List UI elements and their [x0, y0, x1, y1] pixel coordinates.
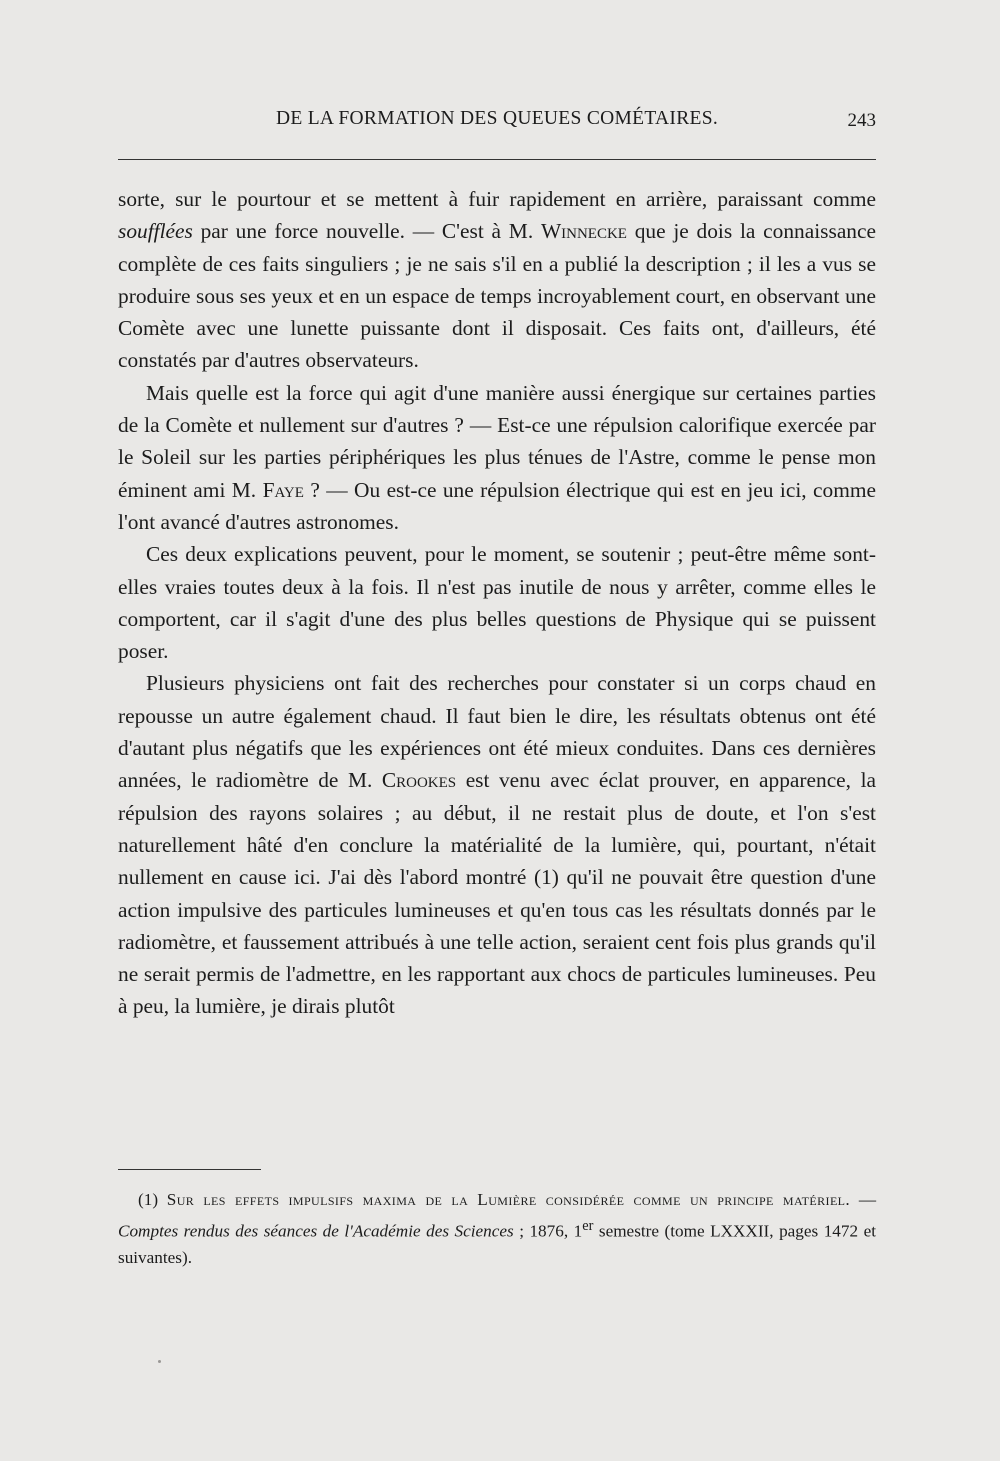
- footnote-title: Sur les effets impulsifs maxima de la Lumière considérée comme un principe matériel.: [166, 1190, 851, 1209]
- name-crookes: Crookes: [381, 768, 457, 793]
- emphasis-soufflees: soufflées: [118, 219, 193, 244]
- page-header: [118, 108, 876, 138]
- footnote-source: Comptes rendus des séances de l'Académie des Sciences: [118, 1221, 514, 1241]
- footnote-marker: (1): [138, 1190, 159, 1209]
- body-text: [118, 183, 876, 1023]
- paragraph-1-text-b: par une force nouvelle. — C'est à M.: [192, 219, 541, 244]
- name-faye: Faye: [262, 477, 304, 502]
- paragraph-3: Ces deux explications peuvent, pour le moment, se soutenir ; peut-être même sont-elles vraies toutes deux à la fois. Il n'est pas inutile de nous y arrêter, comme elles le comportent, car il s'agit d'une des plus belles questions de Physique qui se puissent poser.: [118, 542, 876, 664]
- paragraph-4-text-a: Plusieurs physiciens ont fait des recherches pour constater si un corps chaud en repousse un autre également chaud. Il faut bien le dire, les résultats obtenus ont été d'autant plus négatifs que les expériences ont été mieux conduites. Dans ces dernières années, le radiomètre de M.: [118, 671, 876, 793]
- footnote: [118, 1187, 876, 1271]
- paragraph-1-text-a: sorte, sur le pourtour et se mettent à fuir rapidement en arrière, paraissant comme: [118, 187, 876, 211]
- paragraph-2: [118, 377, 876, 538]
- header-rule: [118, 159, 876, 160]
- paragraph-2-text-b: ? — Ou est-ce une répulsion électrique qui est en jeu ici, comme l'ont avancé d'autres astronomes.: [118, 477, 876, 534]
- page-number: 243: [847, 110, 876, 131]
- paragraph-4: [118, 667, 876, 1022]
- footnote-dash: —: [858, 1190, 877, 1209]
- name-winnecke: Winnecke: [540, 219, 627, 244]
- paper-speck: [158, 1360, 161, 1363]
- paragraph-4-text-b: est venu avec éclat prouver, en apparence, la répulsion des rayons solaires ; au début, il ne restait plus de doute, et l'on s'est naturellement hâté d'en conclure la matérialité de la lumière, qui, pourtant, n'était nullement en cause ici. J'ai dès l'abord montré (1) qu'il ne pouvait être question d'une action impulsive des particules lumineuses et qu'en tous cas les résultats donnés par le radiomètre, et faussement attribués à une telle action, seraient cent fois plus grands qu'il ne serait permis de l'admettre, en les rapportant aux chocs de particules lumineuses. Peu à peu, la lumière, je dirais plutôt: [118, 768, 877, 1019]
- footnote-text-a: ; 1876, 1: [513, 1221, 583, 1241]
- footnote-paragraph: [118, 1187, 876, 1271]
- paragraph-2-text-a: Mais quelle est la force qui agit d'une manière aussi énergique sur certaines parties de la Comète et nullement sur d'autres ? — Est-ce une répulsion calorifique exercée par le Soleil sur les parties périphériques les plus ténues de l'Astre, comme le pense mon éminent ami M.: [118, 380, 876, 502]
- paragraph-1-text-c: que je dois la connaissance complète de ces faits singuliers ; je ne sais s'il en a publié la description ; il les a vus se produire sous ses yeux et en un espace de temps incroyablement court, en observant une Comète avec une lunette puissante dont il disposait. Ces faits ont, d'ailleurs, été constatés par d'autres observateurs.: [118, 219, 876, 373]
- footnote-text-b: semestre (tome LXXXII, pages 1472 et suivantes).: [118, 1221, 876, 1267]
- running-title: DE LA FORMATION DES QUEUES COMÉTAIRES.: [275, 108, 719, 129]
- paragraph-1: [118, 183, 876, 377]
- footnote-superscript: er: [582, 1218, 594, 1234]
- footnote-rule: [118, 1169, 261, 1170]
